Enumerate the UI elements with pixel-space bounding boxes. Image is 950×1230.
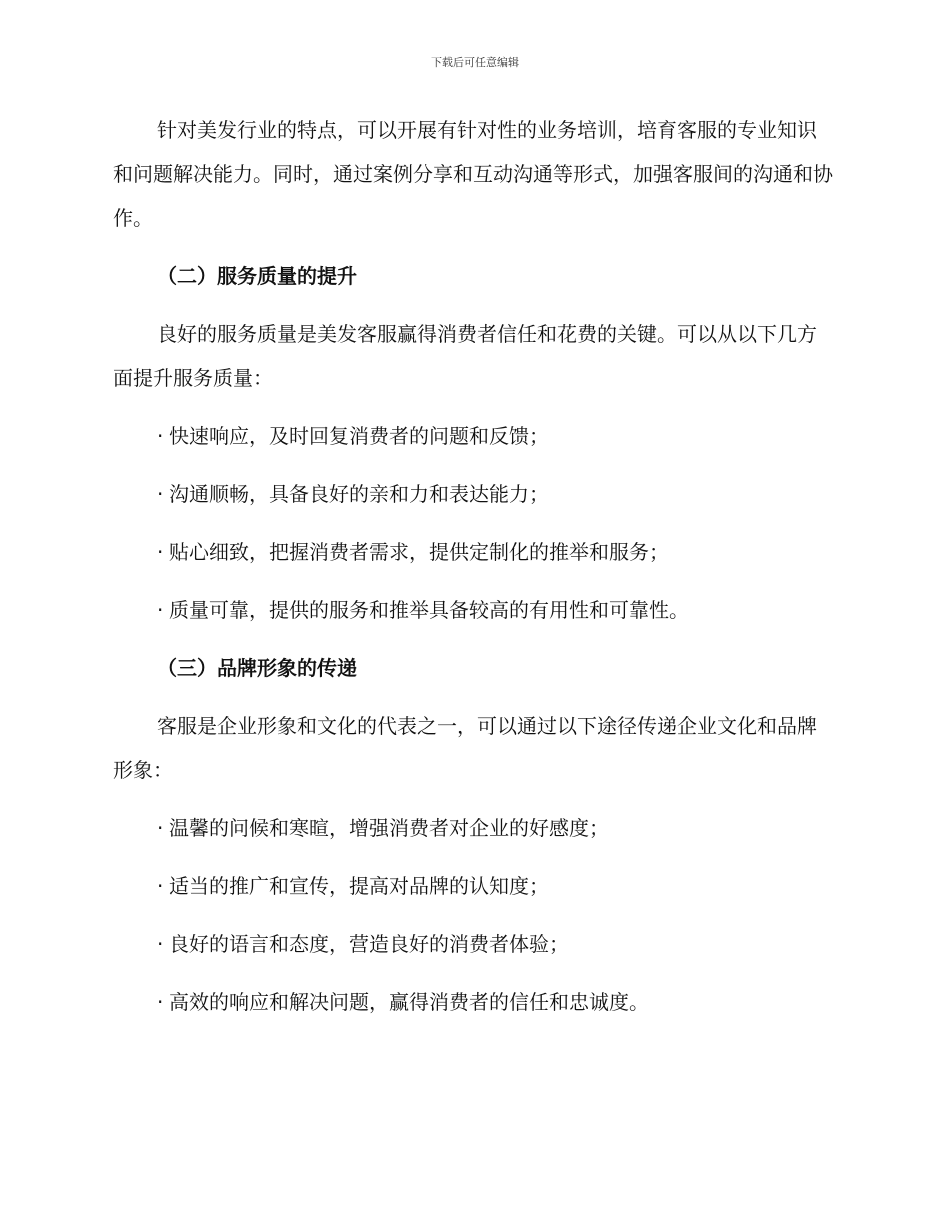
list-item-text: 快速响应，及时回复消费者的问题和反馈； (169, 424, 549, 448)
list-item (157, 922, 833, 966)
bullet-marker: · (157, 816, 164, 840)
list-item (157, 806, 833, 850)
list-item-text: 贴心细致，把握消费者需求，提供定制化的推举和服务； (169, 540, 669, 564)
bullet-marker: · (157, 424, 164, 448)
list-item-text: 温馨的问候和寒暄，增强消费者对企业的好感度； (169, 816, 609, 840)
list-item-text: 良好的语言和态度，营造良好的消费者体验； (169, 932, 569, 956)
list-item (157, 980, 833, 1024)
bullet-marker: · (157, 482, 164, 506)
bullet-marker: · (157, 990, 164, 1014)
list-item-text: 质量可靠，提供的服务和推举具备较高的有用性和可靠性。 (169, 598, 689, 622)
list-item (157, 864, 833, 908)
bullet-marker: · (157, 932, 164, 956)
page-header: 下载后可任意编辑 (431, 56, 519, 69)
list-item (157, 472, 833, 516)
section-heading-service-quality: （二）服务质量的提升 (157, 264, 357, 288)
intro-paragraph: 针对美发行业的特点，可以开展有针对性的业务培训，培育客服的专业知识和问题解决能力。同时，通过案例分享和互动沟通等形式，加强客服间的沟通和协作。 (113, 118, 833, 230)
bullet-marker: · (157, 874, 164, 898)
brand-image-paragraph: 客服是企业形象和文化的代表之一，可以通过以下途径传递企业文化和品牌形象： (113, 714, 817, 782)
list-item-text: 适当的推广和宣传，提高对品牌的认知度； (169, 874, 549, 898)
bullet-marker: · (157, 598, 164, 622)
list-item (157, 414, 833, 458)
list-item-text: 高效的响应和解决问题，赢得消费者的信任和忠诚度。 (169, 990, 649, 1014)
service-quality-list (113, 414, 833, 632)
bullet-marker: · (157, 540, 164, 564)
list-item-text: 沟通顺畅，具备良好的亲和力和表达能力； (169, 482, 549, 506)
list-item (157, 588, 833, 632)
list-item (157, 530, 833, 574)
section-heading-brand-image: （三）品牌形象的传递 (157, 656, 357, 680)
brand-image-list (113, 806, 833, 1024)
service-quality-paragraph: 良好的服务质量是美发客服赢得消费者信任和花费的关键。可以从以下几方面提升服务质量： (113, 322, 817, 390)
document-body (113, 108, 833, 1038)
